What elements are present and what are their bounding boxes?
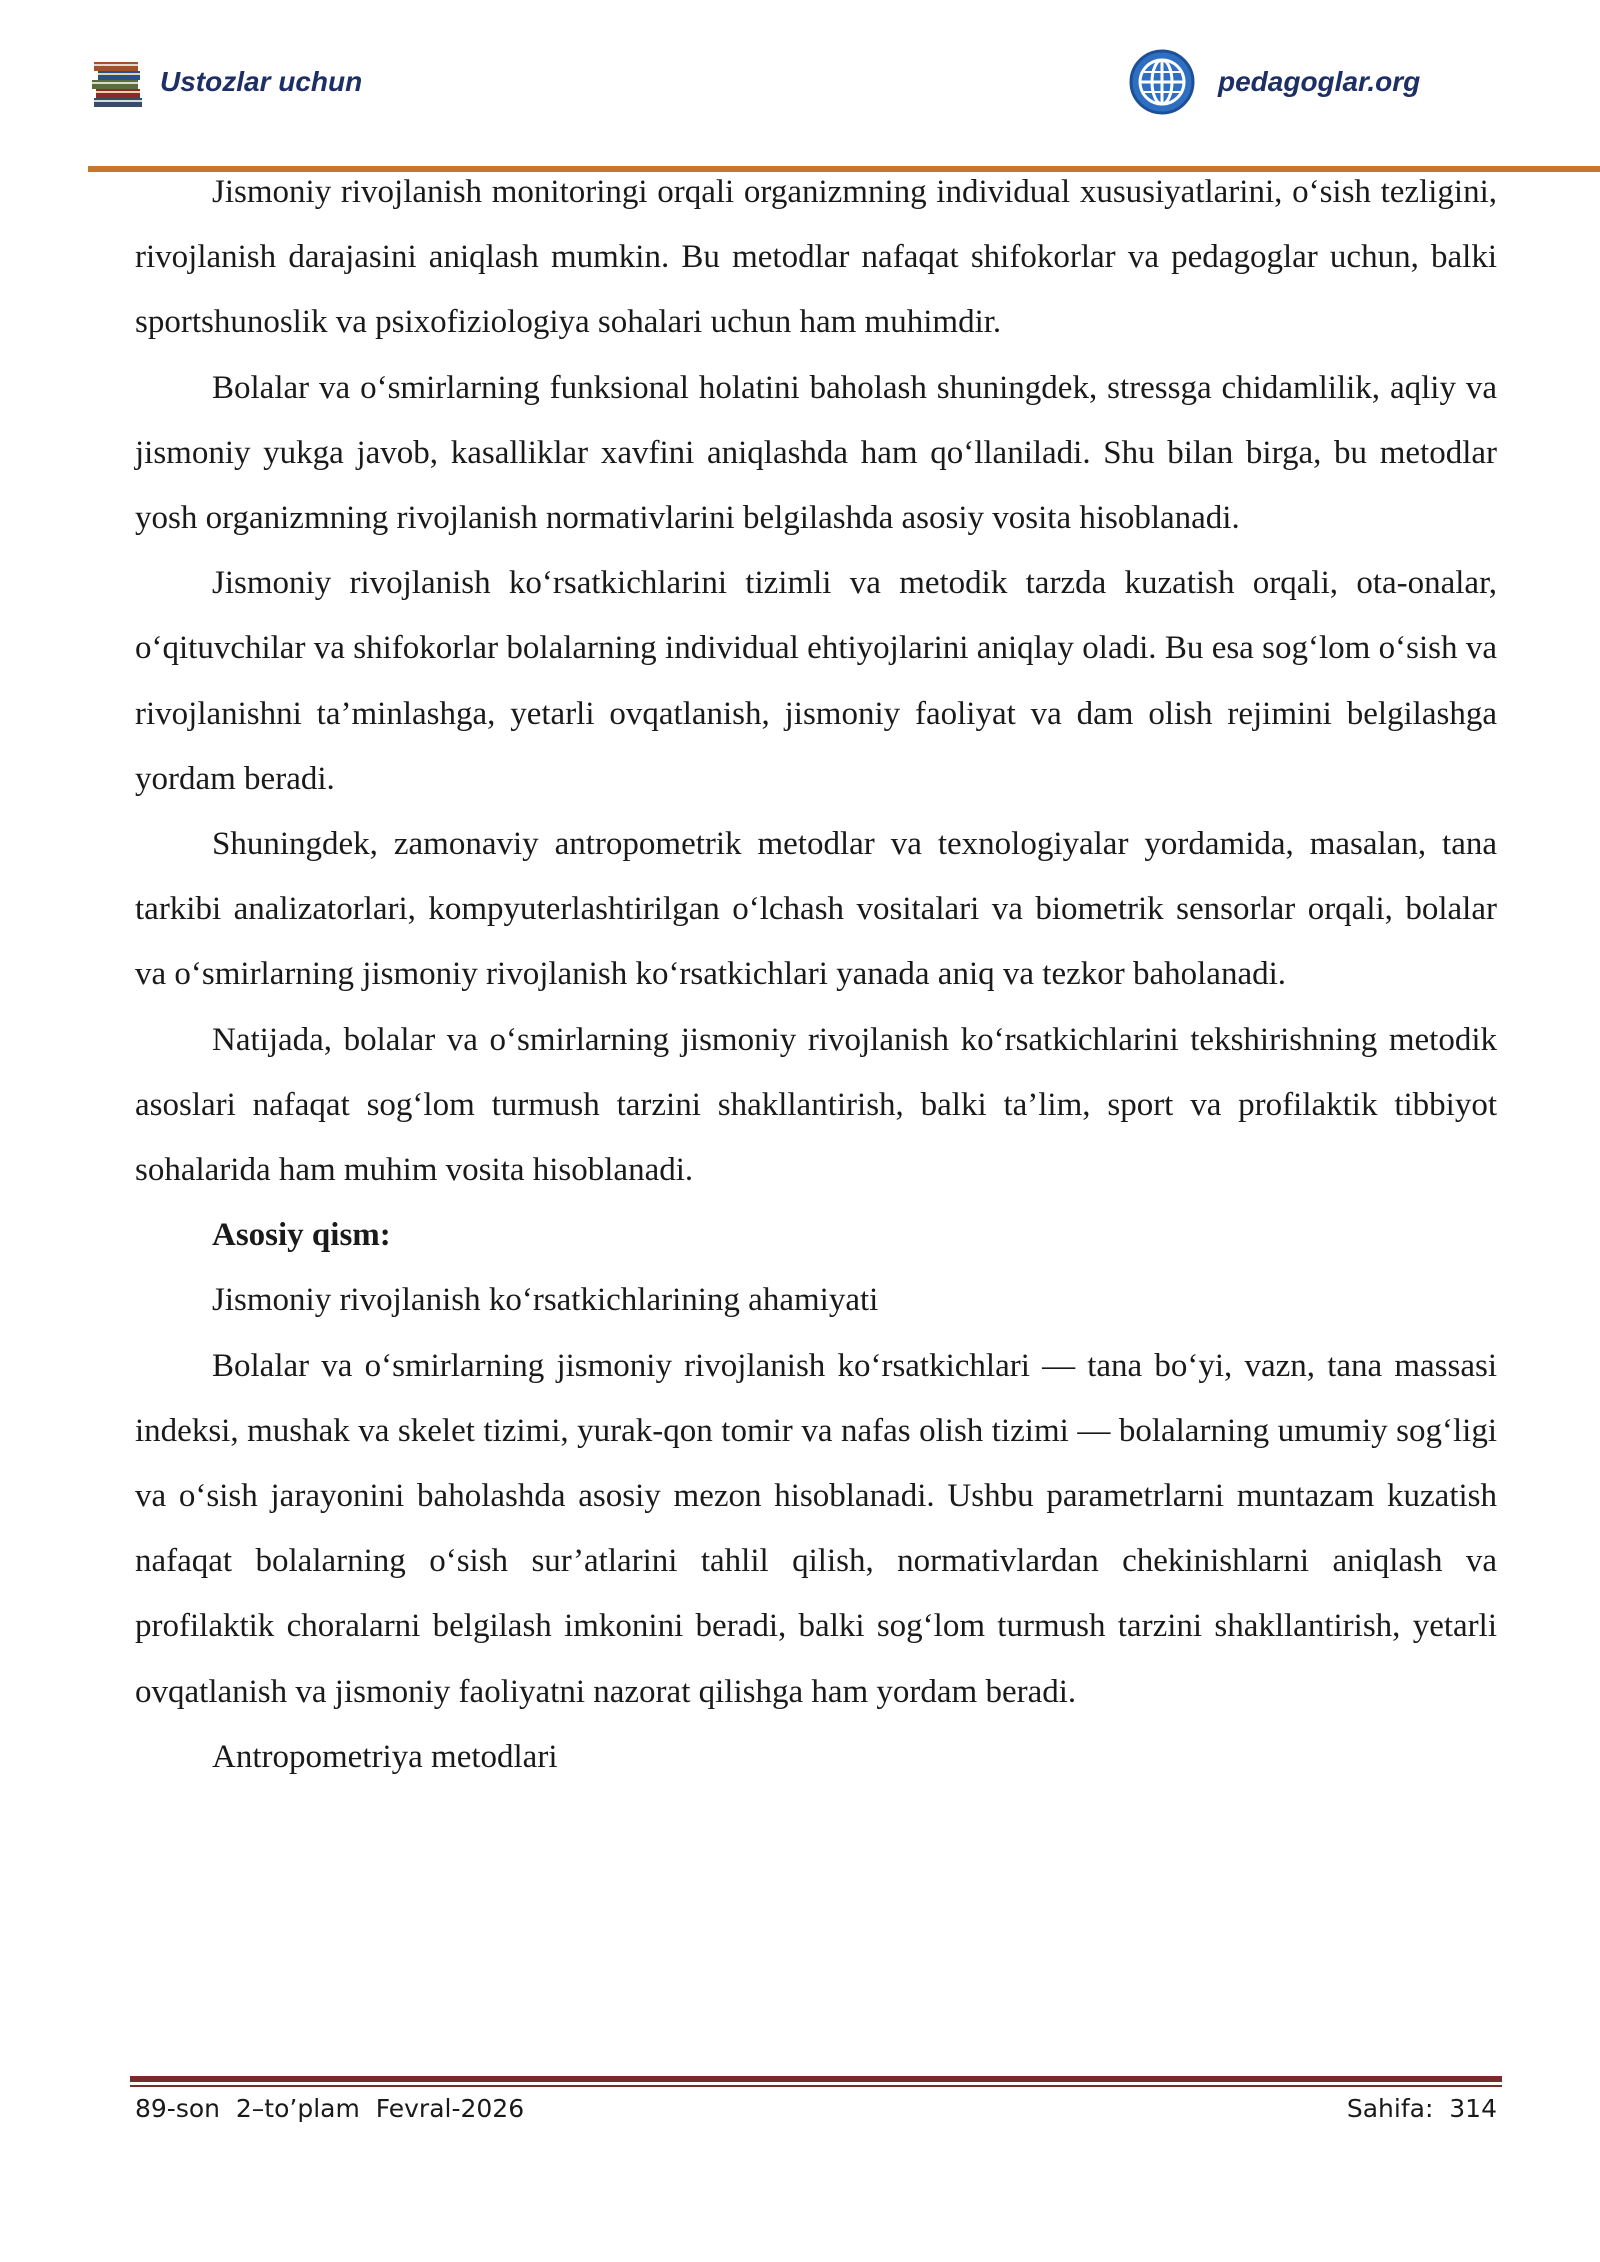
page-header <box>88 46 1590 126</box>
footer-divider-thin <box>130 2085 1502 2087</box>
footer-divider <box>130 2076 1502 2082</box>
brand-right-title: pedagoglar.org <box>1218 66 1421 97</box>
paragraph: Natijada, bolalar va o‘smirlarning jismoniy rivojlanish ko‘rsatkichlarini tekshirishning metodik asoslari nafaqat sog‘lom turmush tarzini shakllantirish, balki ta’lim, sport va profilaktik tibbiyot sohalarida ham muhim vosita hisoblanadi. <box>135 1021 1497 1189</box>
brand-left <box>88 52 362 112</box>
brand-left-title: Ustozlar uchun <box>160 66 363 97</box>
subheading: Jismoniy rivojlanish ko‘rsatkichlarining ahamiyati <box>212 1282 879 1319</box>
paragraph: Jismoniy rivojlanish ko‘rsatkichlarini tizimli va metodik tarzda kuzatish orqali, ota-onalar, o‘qituvchilar va shifokorlar bolalarning individual ehtiyojlarini aniqlay oladi. Bu esa sog‘lom o‘sish va rivojlanishni ta’minlashga, yetarli ovqatlanish, jismoniy faoliyat va dam olish rejimini belgilashga yordam beradi. <box>135 565 1497 797</box>
paragraph: Shuningdek, zamonaviy antropometrik metodlar va texnologiyalar yordamida, masalan, tana tarkibi analizatorlari, kompyuterlashtirilgan o‘lchash vositalari va biometrik sensorlar orqali, bolalar va o‘smirlarning jismoniy rivojlanish ko‘rsatkichlari yanada aniq va tezkor baholanadi. <box>135 826 1497 993</box>
paragraph: Bolalar va o‘smirlarning jismoniy rivojlanish ko‘rsatkichlari — tana bo‘yi, vazn, tana massasi indeksi, mushak va skelet tizimi, yurak-qon tomir va nafas olish tizimi — bolalarning umumiy sog‘ligi va o‘sish jarayonini baholashda asosiy mezon hisoblanadi. Ushbu parametrlarni muntazam kuzatish nafaqat bolalarning o‘sish sur’atlarini tahlil qilish, normativlardan chekinishlarni aniqlash va profilaktik choralarni belgilash imkonini beradi, balki sog‘lom turmush tarzini shakllantirish, yetarli ovqatlanish va jismoniy faoliyatni nazorat qilishga ham yordam beradi. <box>135 1347 1497 1710</box>
page-footer <box>135 2094 1497 2134</box>
issue-info: 89-son 2–to’plam Fevral-2026 <box>135 2094 525 2123</box>
books-icon <box>88 54 148 110</box>
paragraph: Bolalar va o‘smirlarning funksional holatini baholash shuningdek, stressga chidamlilik, aqliy va jismoniy yukga javob, kasalliklar xavfini aniqlashda ham qo‘llaniladi. Shu bilan birga, bu metodlar yosh organizmning rivojlanish normativlarini belgilashda asosiy vosita hisoblanadi. <box>135 369 1497 537</box>
globe-icon <box>1128 48 1196 116</box>
article-body <box>135 160 1497 1790</box>
page-number: Sahifa: 314 <box>1346 2094 1497 2123</box>
subheading: Antropometriya metodlari <box>212 1738 558 1775</box>
paragraph: Jismoniy rivojlanish monitoringi orqali organizmning individual xususiyatlarini, o‘sish tezligini, rivojlanish darajasini aniqlash mumkin. Bu metodlar nafaqat shifokorlar va pedagoglar uchun, balki sportshunoslik va psixofiziologiya sohalari uchun ham muhimdir. <box>135 174 1497 341</box>
brand-right <box>1128 46 1420 118</box>
section-heading: Asosiy qism: <box>212 1217 391 1254</box>
